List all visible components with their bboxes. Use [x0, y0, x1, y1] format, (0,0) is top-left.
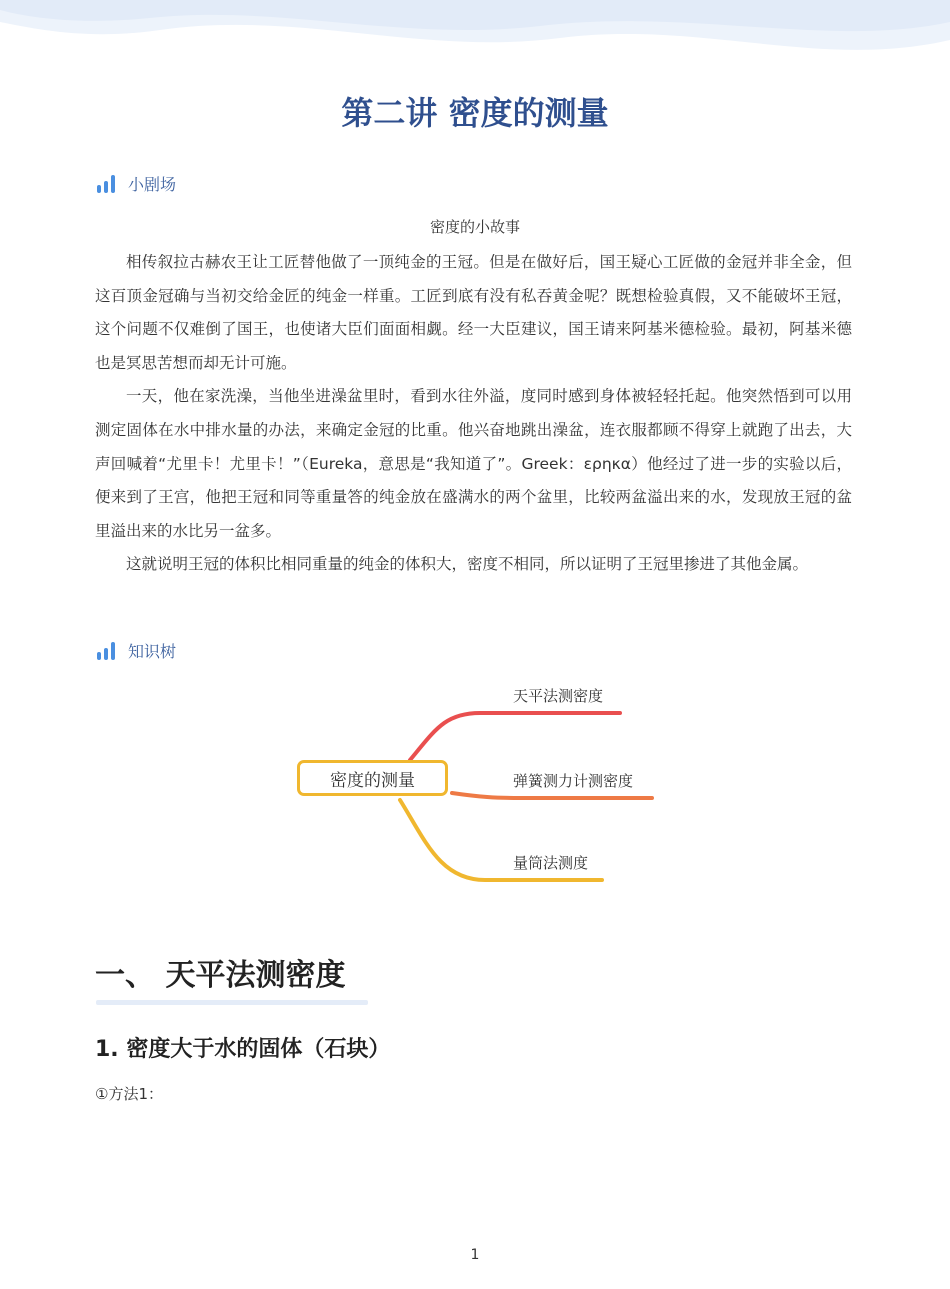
story-paragraph: 相传叙拉古赫农王让工匠替他做了一顶纯金的王冠。但是在做好后，国王疑心工匠做的金冠并非全金，但这百顶金冠确与当初交给金匠的纯金一样重。工匠到底有没有私吞黄金呢？既想检验真假，又不能破坏王冠，这个问题不仅难倒了国王，也使诸大臣们面面相觑。经一大臣建议，国王请来阿基米德检验。最初，阿基米德也是冥思苦想而却无计可施。 — [95, 253, 852, 372]
document-title: 第二讲 密度的测量 — [341, 94, 609, 132]
story-paragraph: 一天，他在家洗澡，当他坐进澡盆里时，看到水往外溢，度同时感到身体被轻轻托起。他突然悟到可以用测定固体在水中排水量的办法，来确定金冠的比重。他兴奋地跳出澡盆，连衣服都顾不得穿上就跑了出去，大声回喊着“尤里卡！尤里卡！”（Eureka，意思是“我知道了”。Greek：ερηκα）他经过了进一步的实验以后，便来到了王宫，他把王冠和同等重量答的纯金放在盛满水的两个盆里，比较两盆溢出来的水，发现放王冠的盆里溢出来的水比另一盆多。 — [95, 387, 852, 540]
heading-underline — [96, 1000, 368, 1005]
story-body — [95, 246, 852, 582]
section-tree-label: 知识树 — [128, 642, 177, 661]
mindmap-branch-2: 弹簧测力计测密度 — [513, 772, 634, 790]
mindmap-branch-line-1 — [410, 713, 620, 760]
header-wave-decoration — [0, 0, 950, 70]
story-title: 密度的小故事 — [429, 218, 520, 236]
mindmap-branch-1: 天平法测密度 — [513, 687, 604, 705]
mindmap-branch-3: 量筒法测度 — [513, 854, 589, 872]
section-story-label: 小剧场 — [128, 175, 177, 194]
bar-chart-icon — [96, 175, 118, 193]
mindmap-branch-line-2 — [452, 793, 652, 798]
mindmap-root-node: 密度的测量 — [297, 760, 448, 796]
story-paragraph: 这就说明王冠的体积比相同重量的纯金的体积大，密度不相同，所以证明了王冠里掺进了其他金属。 — [126, 555, 809, 574]
section-tree-header — [96, 639, 176, 662]
section-story-header — [96, 172, 176, 195]
method-label: ①方法1： — [95, 1085, 163, 1103]
heading-level1: 一、 天平法测密度 — [95, 958, 346, 993]
heading-level2: 1. 密度大于水的固体（石块） — [95, 1037, 391, 1062]
bar-chart-icon — [96, 642, 118, 660]
page-number: 1 — [470, 1247, 480, 1263]
